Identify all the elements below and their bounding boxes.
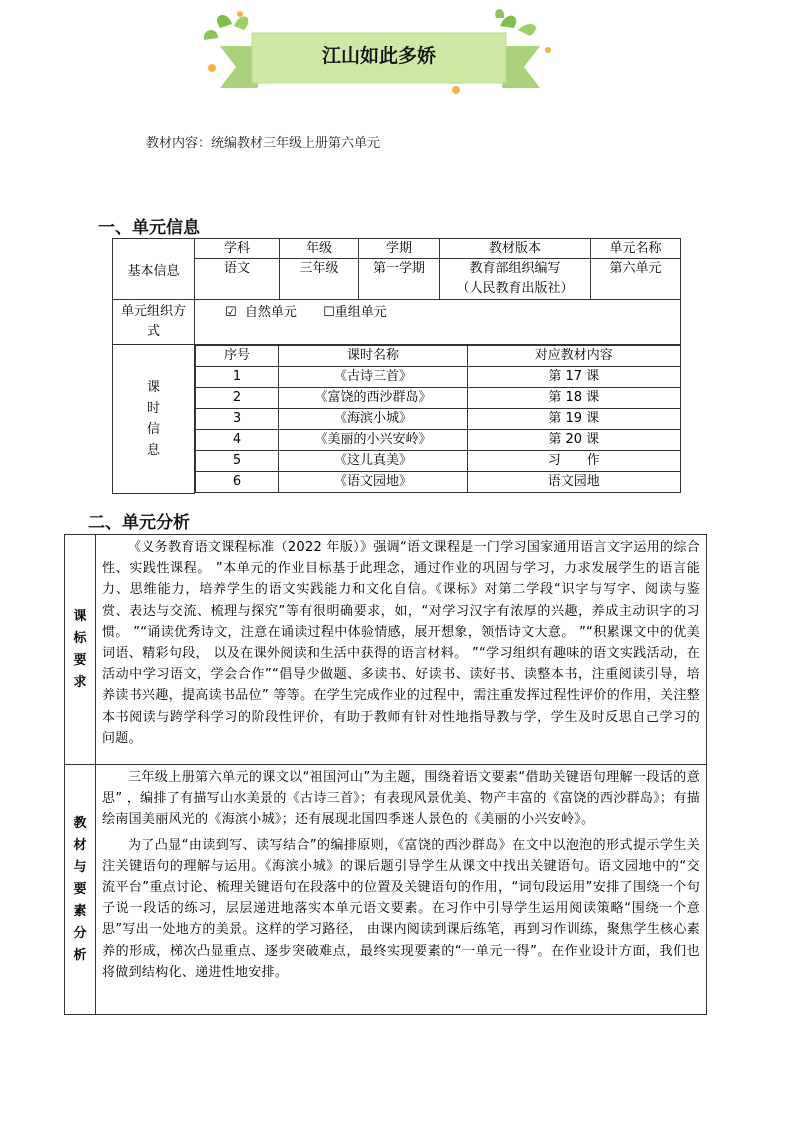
natural-unit-checkbox[interactable] xyxy=(225,305,297,320)
table-row xyxy=(196,472,681,493)
basic-info-label: 基本信息 xyxy=(113,239,195,300)
val-edition: 教育部组织编写 （人民教育出版社） xyxy=(440,259,591,300)
material-subtitle: 教材内容：统编教材三年级上册第六单元 xyxy=(146,136,381,151)
col-edition: 教材版本 xyxy=(440,239,591,259)
lesson-header-no: 序号 xyxy=(196,346,279,367)
lesson-no: 6 xyxy=(196,472,279,493)
regroup-unit-label: 重组单元 xyxy=(334,305,387,320)
lesson-no: 1 xyxy=(196,367,279,388)
col-term: 学期 xyxy=(359,239,440,259)
textbook-analysis-label-text: 教材与要素分析 xyxy=(73,815,87,963)
section1-heading: 一、单元信息 xyxy=(98,218,200,238)
lesson-name: 《这儿真美》 xyxy=(279,451,468,472)
curriculum-label xyxy=(65,535,96,765)
title-banner xyxy=(200,8,560,96)
lesson-header-row xyxy=(196,346,681,367)
lesson-content: 第 19 课 xyxy=(468,409,681,430)
val-unit-name: 第六单元 xyxy=(591,259,681,300)
lesson-name: 《海滨小城》 xyxy=(279,409,468,430)
page-title: 江山如此多娇 xyxy=(321,45,436,67)
col-subject: 学科 xyxy=(195,239,280,259)
curriculum-paragraph: 《义务教育语文课程标准（2022 年版）》强调“语文课程是一门学习国家通用语言文字运用的综合性、实践性课程。 ”本单元的作业目标基于此理念，通过作业的巩固与学习，力求发展学生的语言能力、思维能力，培养学生的语文实践能力和文化自信。《课标》对第二学段“识字与写字、阅读与鉴赏、表达与交流、梳理与探究”等有很明确要求，如，“对学习汉字有浓厚的兴趣，养成主动识字的习惯。 ”“诵读优秀诗文，注意在诵读过程中体验情感，展开想象，领悟诗文大意。 ”“积累课文中的优美词语、精彩句段， 以及在课外阅读和生活中获得的语言材料。 ”“学习组织有趣味的语文实践活动，在活动中学习语文，学会合作”“倡导少做题、多读书、好读书、读好书、读整本书，注重阅读引导，培养读书兴趣，提高读书品位” 等等。在学生完成作业的过程中，需注重发挥过程性评价的作用，关注整本书阅读与跨学科学习的阶段性评价，有助于教师有针对性地指导教与学，学生及时反思自己学习的问题。 xyxy=(102,540,700,746)
lesson-no: 5 xyxy=(196,451,279,472)
lesson-name: 《语文园地》 xyxy=(279,472,468,493)
val-term: 第一学期 xyxy=(359,259,440,300)
lesson-content: 第 18 课 xyxy=(468,388,681,409)
unchecked-box-icon: ☐ xyxy=(323,305,335,320)
lesson-content: 第 20 课 xyxy=(468,430,681,451)
lesson-header-name: 课时名称 xyxy=(279,346,468,367)
col-grade: 年级 xyxy=(280,239,359,259)
col-unit-name: 单元名称 xyxy=(591,239,681,259)
natural-unit-label: 自然单元 xyxy=(244,305,297,320)
val-grade: 三年级 xyxy=(280,259,359,300)
table-row xyxy=(196,388,681,409)
lesson-content: 语文园地 xyxy=(468,472,681,493)
lesson-name: 《美丽的小兴安岭》 xyxy=(279,430,468,451)
lesson-name: 《古诗三首》 xyxy=(279,367,468,388)
lesson-name: 《富饶的西沙群岛》 xyxy=(279,388,468,409)
lesson-no: 2 xyxy=(196,388,279,409)
curriculum-label-text: 课标要求 xyxy=(73,608,87,690)
regroup-unit-checkbox[interactable] xyxy=(323,305,387,320)
textbook-analysis-content xyxy=(96,765,707,1015)
table-row xyxy=(196,430,681,451)
lesson-info-label xyxy=(113,345,195,494)
lesson-content: 习 作 xyxy=(468,451,681,472)
textbook-analysis-label xyxy=(65,765,96,1015)
curriculum-content xyxy=(96,535,707,765)
table-row xyxy=(196,451,681,472)
table-row xyxy=(196,367,681,388)
analysis-paragraph-1: 三年级上册第六单元的课文以“祖国河山”为主题，围绕着语文要素“借助关键语句理解一段话的意思” ，编排了有描写山水美景的《古诗三首》；有表现风景优美、物产丰富的《富饶的西沙群岛》；有描绘南国美丽风光的《海滨小城》；还有展现北国四季迷人景色的《美丽的小兴安岭》。 xyxy=(102,770,700,828)
section2-heading: 二、单元分析 xyxy=(88,513,190,533)
lesson-info-text: 课时信息 xyxy=(146,379,160,458)
unit-analysis-table xyxy=(64,534,707,1015)
org-mode-options xyxy=(195,300,681,345)
unit-info-table xyxy=(112,238,681,494)
lesson-no: 4 xyxy=(196,430,279,451)
table-row xyxy=(196,409,681,430)
lesson-no: 3 xyxy=(196,409,279,430)
lesson-header-content: 对应教材内容 xyxy=(468,346,681,367)
val-subject: 语文 xyxy=(195,259,280,300)
analysis-paragraph-2: 为了凸显“由读到写、读写结合”的编排原则，《富饶的西沙群岛》在文中以泡泡的形式提示学生关注关键语句的理解与运用。《海滨小城》的课后题引导学生从课文中找出关键语句。语文园地中的“交流平台”重点讨论、梳理关键语句在段落中的位置及关键语句的作用，“词句段运用”安排了围绕一个句子说一段话的练习，层层递进地落实本单元语文要素。在习作中引导学生运用阅读策略“围绕一个意思”写出一处地方的美景。这样的学习路径， 由课内阅读到课后练笔，再到习作训练，聚焦学生核心素养的形成，梯次凸显重点、逐步突破难点，最终实现要素的“一单元一得”。在作业设计方面，我们也将做到结构化、递进性地安排。 xyxy=(102,837,700,980)
lesson-subtable-cell xyxy=(195,345,681,494)
checked-box-icon: ☑ xyxy=(225,305,237,320)
org-mode-label: 单元组织方式 xyxy=(113,300,195,345)
lesson-content: 第 17 课 xyxy=(468,367,681,388)
lesson-table xyxy=(195,345,681,493)
